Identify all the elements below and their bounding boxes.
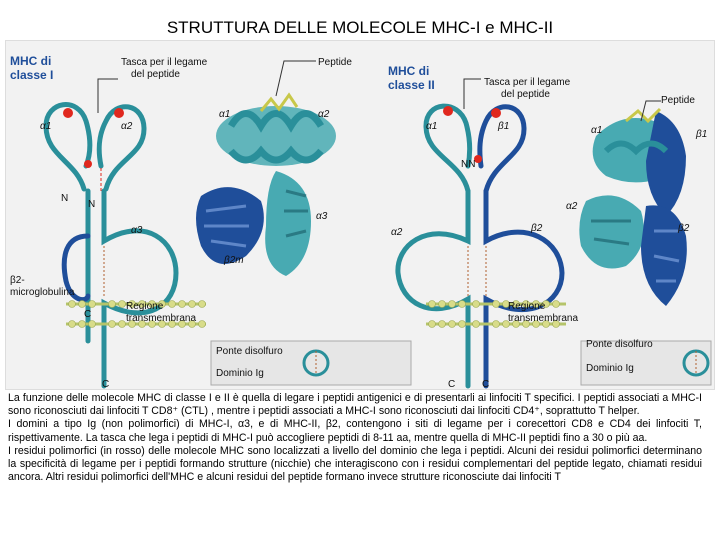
mhc2-peptide-label: Peptide	[661, 95, 695, 106]
mhc2-alpha2-ribbon: α2	[566, 201, 578, 212]
mhc2-c-right: C	[482, 379, 490, 389]
mhc2-nn-label: NN	[461, 159, 476, 170]
mhc2-alpha1: α1	[426, 121, 438, 132]
mhc2-header-line2: classe II	[388, 78, 435, 92]
mhc2-schematic	[398, 106, 562, 386]
mhc-diagram	[5, 40, 715, 390]
mhc1-n-label: N	[61, 193, 69, 204]
polymorphic-residue	[491, 108, 501, 118]
mhc2-ig-legend: Dominio Ig	[586, 363, 634, 374]
mhc1-alpha3: α3	[131, 225, 143, 236]
leader-lines	[98, 61, 661, 121]
mhc1-transmembrane-line2: transmembrana	[126, 313, 197, 324]
caption-paragraph-ig-domains: I domini a tipo Ig (non polimorfici) di MHC-I, α3, e di MHC-II, β2, contengono i siti di legame per i corecettori CD8 e CD4 dei linfociti T, rispettivamente. La tasca che lega i peptidi di MHC-I può accogliere peptidi di 8-11 aa, mentre quella di MHC-II peptidi fino a 30 o più aa.	[8, 418, 702, 444]
mhc1-alpha1-ribbon: α1	[219, 109, 231, 120]
mhc-diagram-svg	[6, 41, 714, 389]
caption-paragraph-polymorphic: I residui polimorfici (in rosso) delle molecole MHC sono localizzati a livello del dominio che lega i peptidi. Alcuni dei residui polimorfici determinano la specificità di legame per i peptidi formando strutture (nicchie) che interagiscono con i residui complementari del peptide legato, chiamati residui ancora. Altri residui polimorfici dell'MHC e alcuni residui del peptide formano invece strutture riconosciute dai linfociti T	[8, 444, 702, 484]
mhc1-schematic	[46, 105, 176, 386]
mhc1-peptide-label: Peptide	[318, 57, 352, 68]
mhc1-n2-label: N	[88, 199, 96, 210]
mhc2-beta1-ribbon: β1	[696, 129, 708, 140]
mhc1-pocket-line2: del peptide	[131, 69, 180, 80]
polymorphic-residue	[63, 108, 73, 118]
mhc1-alpha2-ribbon: α2	[318, 109, 330, 120]
mhc2-transmembrane-line2: transmembrana	[508, 313, 579, 324]
mhc1-header-line2: classe I	[10, 68, 54, 82]
mhc2-beta1: β1	[498, 121, 510, 132]
mhc1-c-bottom: C	[102, 379, 110, 389]
mhc1-alpha2: α2	[121, 121, 133, 132]
mhc1-alpha3-ribbon: α3	[316, 211, 328, 222]
mhc1-pocket-line1: Tasca per il legame	[121, 57, 208, 68]
mhc1-ig-legend: Dominio Ig	[216, 368, 264, 379]
mhc2-ribbon	[579, 109, 687, 306]
mhc2-alpha1-ribbon: α1	[591, 125, 603, 136]
page-title: STRUTTURA DELLE MOLECOLE MHC-I e MHC-II	[166, 18, 554, 37]
mhc2-header-line1: MHC di	[388, 64, 430, 78]
mhc2-pocket-line1: Tasca per il legame	[484, 77, 571, 88]
mhc1-c-label: C	[84, 309, 92, 320]
mhc2-c-left: C	[448, 379, 456, 389]
mhc2-disulfide-legend: Ponte disolfuro	[586, 339, 653, 350]
mhc2-beta2: β2	[531, 223, 543, 234]
mhc2-pocket-line2: del peptide	[501, 89, 550, 100]
mhc1-ribbon	[196, 95, 336, 276]
polymorphic-residue	[114, 108, 124, 118]
mhc1-b2m-line1: β2-	[10, 275, 25, 286]
caption-paragraph-function: La funzione delle molecole MHC di classe I e II è quella di legare i peptidi antigenici e di presentarli ai linfociti T specifici. I peptidi associati a MHC-I sono riconosciuti dai linfociti T CD8⁺ (CTL) , mentre i peptidi associati a MHC-I sono riconosciuti dai linfociti CD4⁺, soprattutto T helper.	[8, 392, 702, 418]
mhc1-transmembrane-line1: Regione	[126, 301, 164, 312]
mhc1-b2m-line2: microglobulina	[10, 287, 75, 298]
mhc1-alpha1: α1	[40, 121, 52, 132]
mhc1-disulfide-legend: Ponte disolfuro	[216, 346, 283, 357]
mhc2-beta2-ribbon: β2	[678, 223, 690, 234]
mhc2-alpha2: α2	[391, 227, 403, 238]
mhc1-header-line1: MHC di	[10, 54, 52, 68]
polymorphic-residue	[84, 160, 92, 168]
mhc2-transmembrane-line1: Regione	[508, 301, 546, 312]
mhc1-b2m-ribbon: β2m	[224, 255, 244, 266]
caption	[8, 392, 702, 484]
polymorphic-residue	[443, 106, 453, 116]
